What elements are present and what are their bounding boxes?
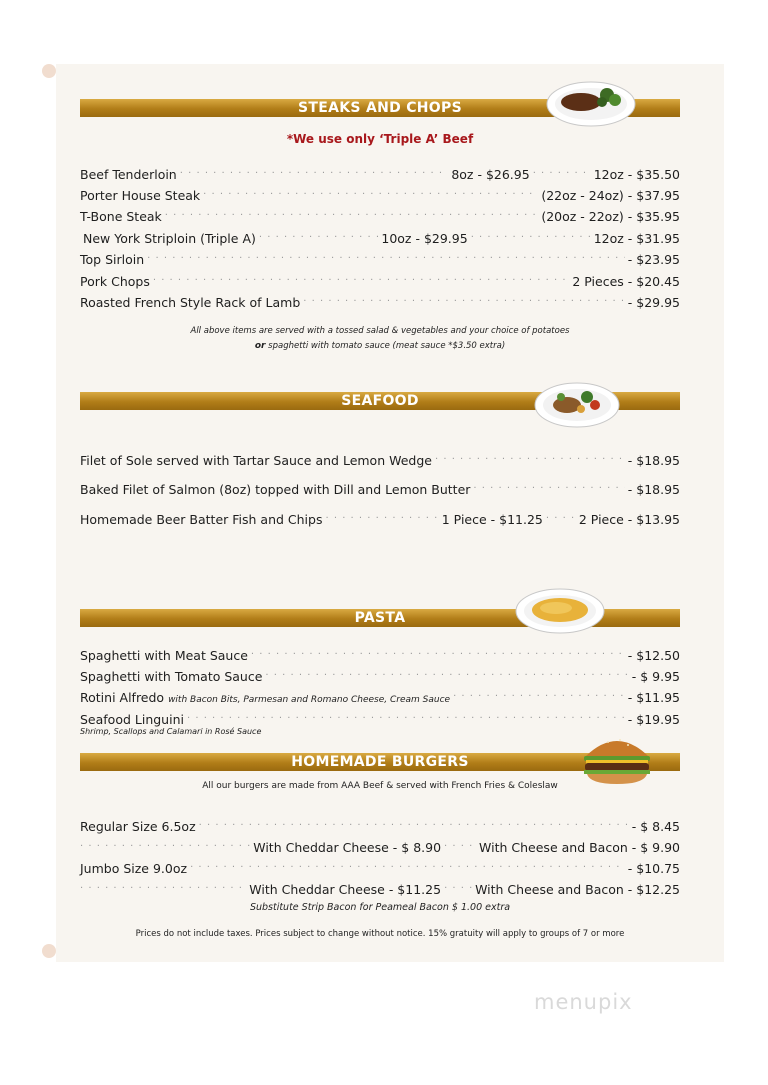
item-price-1-piece: 1 Piece - $11.25 <box>441 512 543 527</box>
item-name: Top Sirloin <box>80 252 145 267</box>
item-price-12oz: 12oz - $31.95 <box>593 231 680 246</box>
item-name: New York Striploin (Triple A) <box>83 231 256 246</box>
corner-dot-bottom-left <box>42 944 56 958</box>
item-price: - $29.95 <box>627 295 680 310</box>
menu-item-regular-burger-options <box>80 836 680 856</box>
item-price: - $ 8.45 <box>631 819 680 834</box>
item-price: - $12.50 <box>627 648 680 663</box>
item-name: Jumbo Size 9.0oz <box>80 861 188 876</box>
item-price: - $19.95 <box>627 712 680 727</box>
item-name: Homemade Beer Batter Fish and Chips <box>80 512 323 527</box>
linguini-description: Shrimp, Scallops and Calamari in Rosé Sauce <box>80 727 262 736</box>
menu-item-spaghetti-meat-sauce <box>80 644 680 664</box>
item-price: - $35.95 <box>627 209 680 224</box>
note-or: or <box>254 341 266 351</box>
item-price: - $ 9.95 <box>631 669 680 684</box>
item-price-12oz: 12oz - $35.50 <box>593 167 680 182</box>
steak-plate-image <box>545 78 637 128</box>
item-name: Filet of Sole served with Tartar Sauce and Lemon Wedge <box>80 453 432 468</box>
menu-item-new-york-striploin <box>80 227 680 247</box>
item-name: Pork Chops <box>80 274 150 289</box>
menu-item-baked-salmon <box>80 478 680 498</box>
item-name: Spaghetti with Meat Sauce <box>80 648 248 663</box>
seafood-title: SEAFOOD <box>341 393 419 409</box>
menu-item-top-sirloin <box>80 248 680 268</box>
menu-item-t-bone <box>80 205 680 225</box>
watermark-logo: menupix <box>534 990 633 1014</box>
triple-a-notice: *We use only ‘Triple A’ Beef <box>286 132 474 146</box>
menu-item-spaghetti-tomato-sauce <box>80 665 680 685</box>
item-name: Rotini Alfredo with Bacon Bits, Parmesan and Romano Cheese, Cream Sauce <box>80 690 451 705</box>
item-price: - $18.95 <box>627 453 680 468</box>
seafood-plate-image <box>533 379 621 429</box>
item-name: Baked Filet of Salmon (8oz) topped with Dill and Lemon Butter <box>80 482 471 497</box>
item-size: 2 Pieces <box>572 274 624 289</box>
option-cheese-bacon: With Cheese and Bacon - $12.25 <box>475 882 680 897</box>
option-cheddar: With Cheddar Cheese - $11.25 <box>249 882 442 897</box>
item-price-10oz: 10oz - $29.95 <box>381 231 468 246</box>
burgers-subtitle: All our burgers are made from AAA Beef & served with French Fries & Coleslaw <box>202 781 558 791</box>
item-name: Beef Tenderloin <box>80 167 177 182</box>
menu-item-pork-chops <box>80 270 680 290</box>
menu-item-regular-burger <box>80 815 680 835</box>
menu-item-jumbo-burger <box>80 857 680 877</box>
note-line-1: All above items are served with a tossed salad & vegetables and your choice of potatoes <box>190 326 570 336</box>
steaks-title: STEAKS AND CHOPS <box>298 100 462 116</box>
menu-item-rack-of-lamb <box>80 291 680 311</box>
item-name: T-Bone Steak <box>80 209 162 224</box>
item-price: - $18.95 <box>627 482 680 497</box>
item-name: Roasted French Style Rack of Lamb <box>80 295 301 310</box>
menu-item-jumbo-burger-options <box>80 878 680 898</box>
footer-disclaimer: Prices do not include taxes. Prices subject to change without notice. 15% gratuity will apply to groups of 7 or more <box>135 929 625 939</box>
bacon-substitute-note: Substitute Strip Bacon for Peameal Bacon $ 1.00 extra <box>249 902 511 913</box>
item-size: (20oz - 22oz) <box>541 209 624 224</box>
item-price: - $23.95 <box>627 252 680 267</box>
menu-item-seafood-linguini <box>80 708 680 728</box>
item-name: Seafood Linguini <box>80 712 184 727</box>
option-cheese-bacon: With Cheese and Bacon - $ 9.90 <box>479 840 680 855</box>
item-price: - $20.45 <box>627 274 680 289</box>
pasta-title: PASTA <box>354 610 406 626</box>
menu-item-porter-house <box>80 184 680 204</box>
menu-item-fish-and-chips <box>80 508 680 528</box>
pasta-plate-image <box>514 586 606 636</box>
item-name: Porter House Steak <box>80 188 201 203</box>
item-description: with Bacon Bits, Parmesan and Romano Cheese, Cream Sauce <box>168 695 451 705</box>
item-name: Regular Size 6.5oz <box>80 819 196 834</box>
menu-item-beef-tenderloin <box>80 163 680 183</box>
item-price: - $10.75 <box>627 861 680 876</box>
corner-dot-top-left <box>42 64 56 78</box>
item-price: - $37.95 <box>627 188 680 203</box>
steaks-serving-note <box>80 324 680 354</box>
burgers-title: HOMEMADE BURGERS <box>291 754 469 770</box>
item-price-2-piece: 2 Piece - $13.95 <box>578 512 680 527</box>
option-cheddar: With Cheddar Cheese - $ 8.90 <box>253 840 442 855</box>
item-price-8oz: 8oz - $26.95 <box>451 167 530 182</box>
burger-image <box>578 730 656 786</box>
menu-item-filet-of-sole <box>80 449 680 469</box>
item-price: - $11.95 <box>627 690 680 705</box>
item-name: Spaghetti with Tomato Sauce <box>80 669 263 684</box>
menu-item-rotini-alfredo <box>80 686 680 708</box>
item-size: (22oz - 24oz) <box>541 188 624 203</box>
note-line-2: or spaghetti with tomato sauce (meat sauce *$3.50 extra) <box>254 341 506 351</box>
